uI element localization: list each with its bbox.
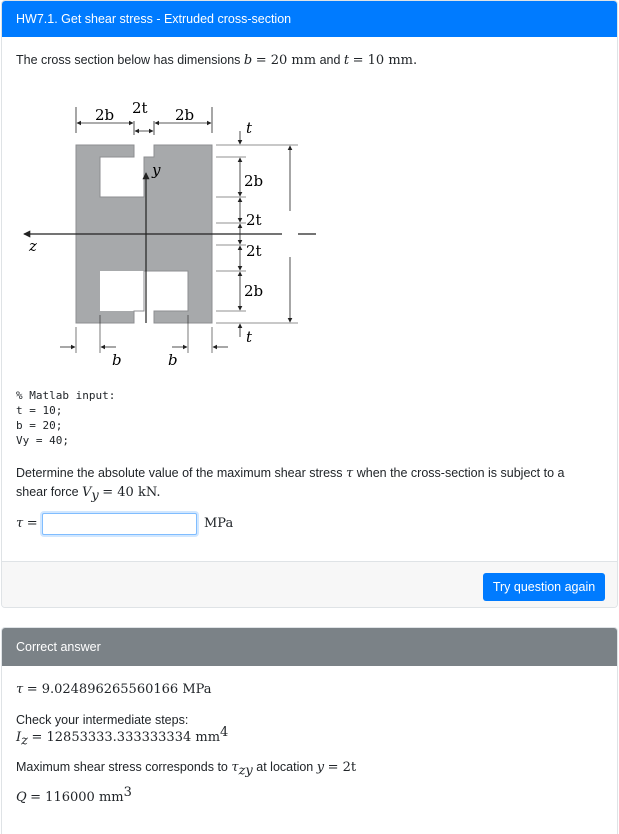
- dimensions-statement: The cross section below has dimensions b = 20 mm and t = 10 mm.: [16, 53, 418, 68]
- question-footer: [2, 561, 617, 608]
- matlab-line: t = 10;: [16, 404, 63, 417]
- matlab-input-block: [16, 388, 115, 448]
- matlab-line: b = 20;: [16, 419, 63, 432]
- dim-bottom-b-left: b: [112, 351, 122, 369]
- iz-value: $I_z = 12853333.333333334$ $mm^4$: [16, 724, 229, 749]
- dim-top-2b-right: 2b: [175, 106, 195, 124]
- dim-right-2t-lower: 2t: [246, 242, 262, 260]
- z-axis-label: z: [29, 237, 37, 255]
- dim-right-2b-lower: 2b: [244, 282, 264, 300]
- answer-header: Correct answer: [2, 628, 617, 666]
- dim-top-2b-left: 2b: [95, 106, 115, 124]
- try-question-again-button[interactable]: Try question again: [483, 573, 605, 601]
- dim-right-2b-upper: 2b: [244, 172, 264, 190]
- tau-answer-input[interactable]: [42, 513, 197, 535]
- dim-right-t-top: t: [246, 119, 253, 137]
- intermediate-steps-label: Check your intermediate steps:: [16, 713, 189, 727]
- matlab-line: Vy = 40;: [16, 434, 69, 447]
- dim-right-2t-upper: 2t: [246, 211, 262, 229]
- dim-bottom-b-right: b: [168, 351, 178, 369]
- prompt-line-2: shear force $V_y = 40$ kN.: [16, 485, 161, 504]
- question-card: [1, 0, 618, 608]
- q-value: Q = 116000 $mm^3$: [16, 784, 132, 805]
- tau-correct-answer: τ = 9.024896265560166 MPa: [16, 682, 212, 697]
- dim-top-2t: 2t: [132, 99, 148, 117]
- answer-card: [1, 627, 618, 834]
- matlab-line: % Matlab input:: [16, 389, 116, 402]
- question-title: HW7.1. Get shear stress - Extruded cross-section: [2, 1, 617, 37]
- cross-section-figure: [16, 93, 326, 377]
- max-shear-location: Maximum shear stress corresponds to $\tau_{zy}$ at location y = 2t: [16, 760, 357, 779]
- answer-input-label: τ =: [16, 516, 38, 531]
- y-axis-label: y: [152, 161, 161, 179]
- unit-label: MPa: [204, 516, 234, 531]
- dim-right-t-bottom: t: [246, 328, 253, 346]
- prompt-line-1: Determine the absolute value of the maximum shear stress τ when the cross-section is subject to a: [16, 466, 565, 481]
